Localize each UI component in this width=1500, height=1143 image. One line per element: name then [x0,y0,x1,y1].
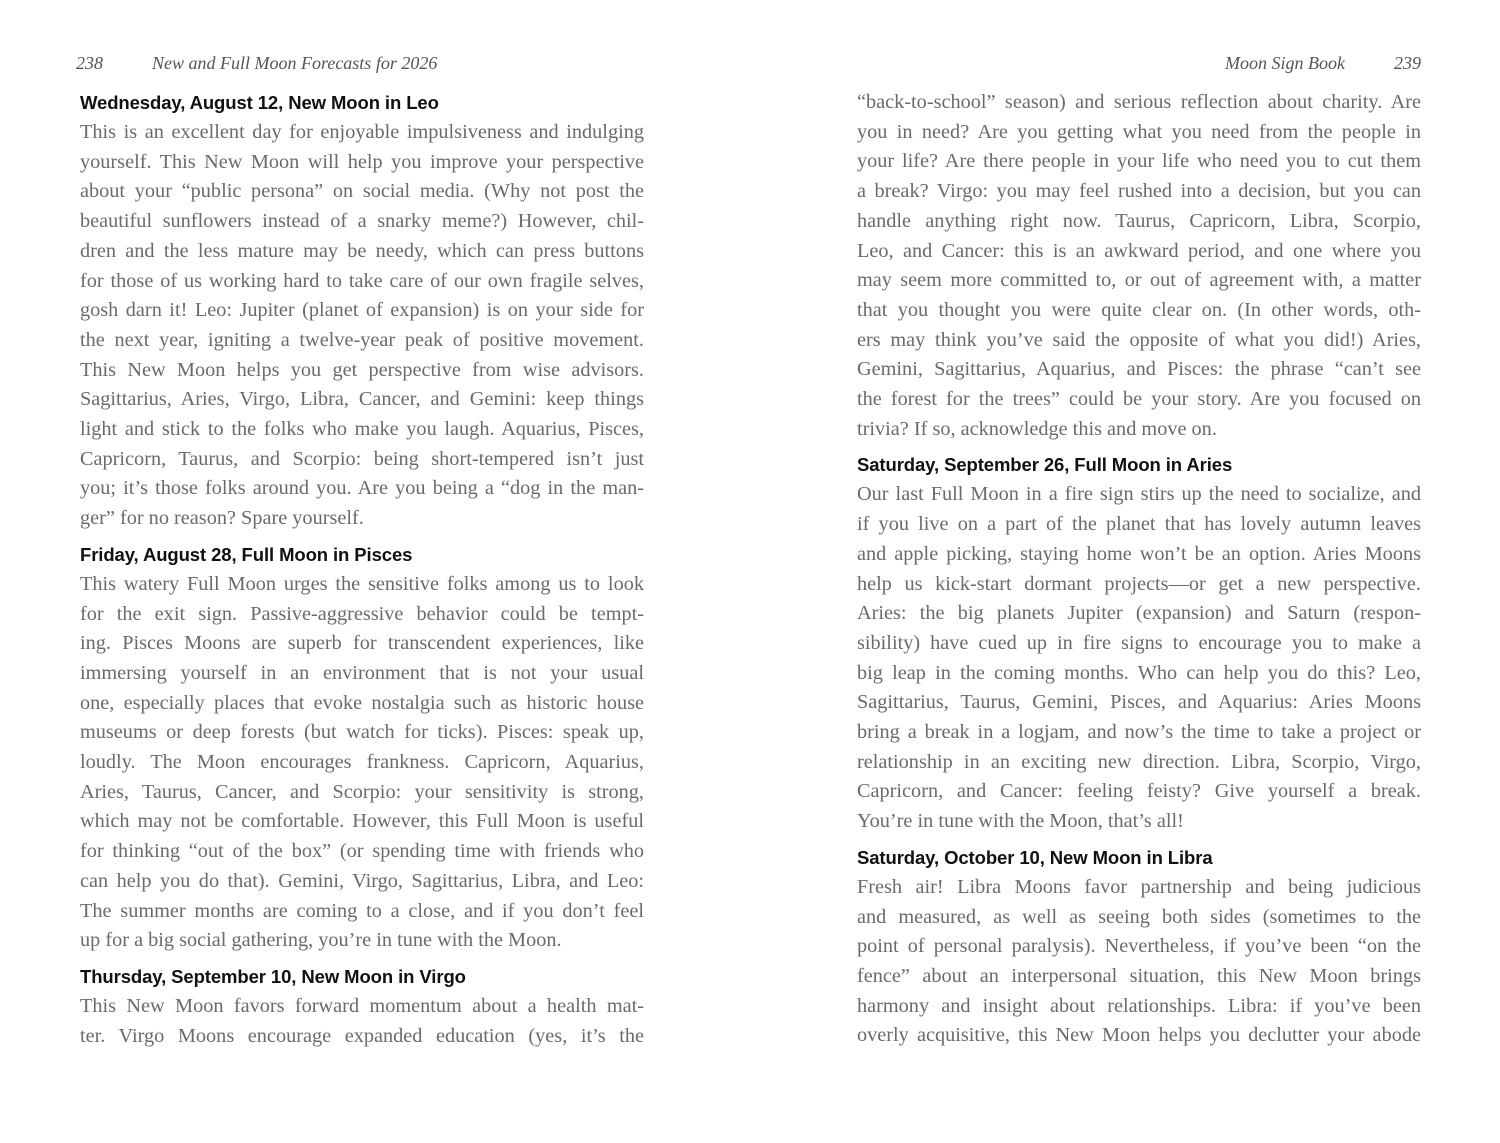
text-line: handle anything right now. Taurus, Capricorn, Libra, Scorpio, [857,209,1421,232]
text-line: Capricorn, and Cancer: feeling feisty? Give yourself a break. [857,780,1421,803]
text-line: ing. Pisces Moons are superb for transcendent experiences, like [80,632,644,655]
text-line: the forest for the trees” could be your story. Are you focused on [857,388,1421,411]
text-line: yourself. This New Moon will help you improve your perspective [80,150,644,173]
text-line: one, especially places that evoke nostalgia such as historic house [80,691,644,714]
entry-heading: Wednesday, August 12, New Moon in Leo [80,92,439,113]
text-line: you; it’s those folks around you. Are you being a “dog in the man- [80,477,644,500]
running-head [857,53,1421,77]
text-line: up for a big social gathering, you’re in tune with the Moon. [80,929,562,952]
text-line: that you thought you were quite clear on. (In other words, oth- [857,298,1421,321]
text-line: You’re in tune with the Moon, that’s all! [857,810,1184,833]
text-line: your life? Are there people in your life who need you to cut them [857,150,1421,173]
text-line: gosh darn it! Leo: Jupiter (planet of expansion) is on your side for [80,299,644,322]
text-line: the next year, igniting a twelve-year peak of positive movement. [80,328,644,351]
entry-heading: Friday, August 28, Full Moon in Pisces [80,543,413,565]
entry-body [80,118,644,534]
text-line: The summer months are coming to a close, and if you don’t feel [80,899,644,922]
running-head-title: Moon Sign Book [1225,53,1345,73]
page-number: 238 [76,53,103,73]
running-head [76,53,644,77]
text-line: Aries, Taurus, Cancer, and Scorpio: your sensitivity is strong, [80,780,644,803]
text-line: and measured, as well as seeing both sides (sometimes to the [857,905,1421,928]
text-line: may seem more committed to, or out of agreement with, a matter [857,269,1421,292]
text-line: trivia? If so, acknowledge this and move on. [857,417,1217,440]
text-line: ter. Virgo Moons encourage expanded education (yes, it’s the [80,1024,644,1047]
text-line: Fresh air! Libra Moons favor partnership and being judicious [857,875,1421,898]
text-line: which may not be comfortable. However, this Full Moon is useful [80,810,644,833]
text-line: bring a break in a logjam, and now’s the time to take a project or [857,721,1421,744]
continued-body [857,88,1421,444]
text-line: if you live on a part of the planet that has lovely autumn leaves [857,513,1421,536]
text-line: This New Moon favors forward momentum about a health mat- [80,994,644,1017]
text-line: overly acquisitive, this New Moon helps you declutter your abode [857,1024,1421,1047]
text-line: for thinking “out of the box” (or spending time with friends who [80,840,644,863]
text-line: Capricorn, Taurus, and Scorpio: being short-tempered isn’t just [80,447,644,470]
text-line: for those of us working hard to take care of our own fragile selves, [80,269,644,292]
text-line: for the exit sign. Passive-aggressive behavior could be tempt- [80,602,644,625]
entry-body [857,873,1421,1051]
text-line: Aries: the big planets Jupiter (expansion) and Saturn (respon- [857,602,1421,625]
entry-heading: Saturday, October 10, New Moon in Libra [857,846,1213,868]
text-line: Our last Full Moon in a fire sign stirs up the need to socialize, and [857,483,1421,506]
text-line: This watery Full Moon urges the sensitive folks among us to look [80,572,644,595]
text-line: beautiful sunflowers instead of a snarky meme?) However, chil- [80,210,644,233]
text-line: harmony and insight about relationships. Libra: if you’ve been [857,994,1421,1017]
text-line: fence” about an interpersonal situation, this New Moon brings [857,964,1421,987]
page-content [857,88,1421,1051]
entry-body [80,992,644,1051]
text-line: you in need? Are you getting what you need from the people in [857,120,1421,143]
text-line: immersing yourself in an environment that is not your usual [80,661,644,684]
text-line: This New Moon helps you get perspective from wise advisors. [80,358,644,381]
text-line: sibility) have cued up in fire signs to encourage you to make a [857,631,1421,654]
text-line: Sagittarius, Aries, Virgo, Libra, Cancer, and Gemini: keep things [80,388,644,411]
text-line: about your “public persona” on social media. (Why not post the [80,180,644,203]
text-line: This is an excellent day for enjoyable impulsiveness and indulging [80,121,644,143]
text-line: big leap in the coming months. Who can help you do this? Leo, [857,661,1421,684]
text-line: a break? Virgo: you may feel rushed into a decision, but you can [857,180,1421,203]
page-content [80,88,644,1051]
text-line: “back-to-school” season) and serious reflection about charity. Are [857,91,1421,113]
text-line: loudly. The Moon encourages frankness. Capricorn, Aquarius, [80,751,644,774]
page-number: 239 [1394,53,1421,73]
text-line: Sagittarius, Taurus, Gemini, Pisces, and Aquarius: Aries Moons [857,691,1421,714]
text-line: Gemini, Sagittarius, Aquarius, and Pisces: the phrase “can’t see [857,358,1421,381]
text-line: ers may think you’ve said the opposite of what you did!) Aries, [857,328,1421,351]
text-line: relationship in an exciting new direction. Libra, Scorpio, Virgo, [857,750,1421,773]
running-head-title: New and Full Moon Forecasts for 2026 [152,53,438,73]
entry-body [80,570,644,956]
text-line: light and stick to the folks who make you laugh. Aquarius, Pisces, [80,418,644,441]
text-line: help us kick-start dormant projects—or get a new perspective. [857,572,1421,595]
entry-body [857,480,1421,836]
text-line: dren and the less mature may be needy, which can press buttons [80,239,644,262]
text-line: point of personal paralysis). Nevertheless, if you’ve been “on the [857,935,1421,958]
text-line: museums or deep forests (but watch for ticks). Pisces: speak up, [80,721,644,744]
text-line: Leo, and Cancer: this is an awkward period, and one where you [857,239,1421,262]
entry-heading: Saturday, September 26, Full Moon in Aries [857,454,1233,476]
text-line: can help you do that). Gemini, Virgo, Sagittarius, Libra, and Leo: [80,869,644,892]
text-line: and apple picking, staying home won’t be an option. Aries Moons [857,542,1421,565]
entry-heading: Thursday, September 10, New Moon in Virgo [80,965,466,987]
text-line: ger” for no reason? Spare yourself. [80,507,364,530]
